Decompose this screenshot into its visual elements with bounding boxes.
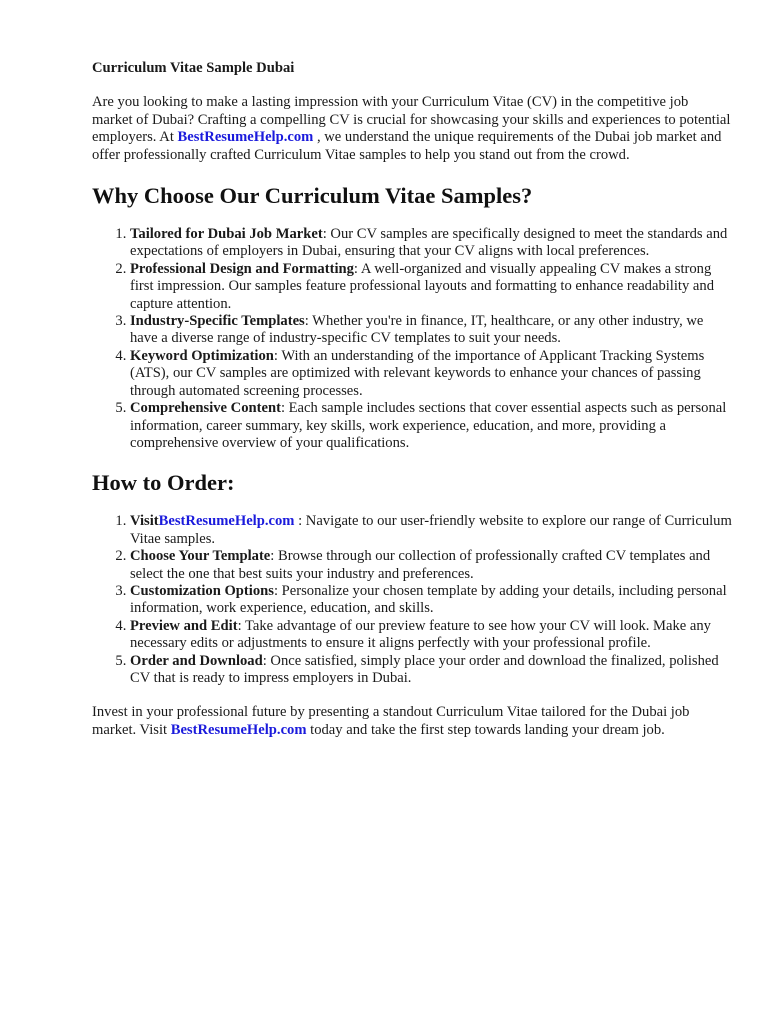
list-item (130, 653, 732, 688)
list-item-term: Choose Your Template (130, 548, 271, 565)
list-item-text: : Our CV samples are specifically designed to meet the standards and expectations of employers in Dubai, ensuring that your CV aligns with local preferences. (130, 226, 728, 260)
intro-text-start: Are you looking to make a lasting impression with your Curriculum Vitae (CV) in the competitive job market of Dubai? Crafting a compelling CV is crucial for showcasing your skills and experiences to potential employers. At (92, 94, 731, 146)
list-item (130, 548, 732, 583)
how-to-order-heading: How to Order: (92, 470, 235, 496)
intro-paragraph (92, 94, 732, 164)
list-item (130, 226, 732, 261)
list-item-text: : Browse through our collection of professionally crafted CV templates and select the one that best suits your industry and preferences. (130, 548, 711, 582)
list-item-term: Visit (130, 513, 159, 530)
list-item-text: : Navigate to our user-friendly website to explore our range of Curriculum Vitae samples. (130, 513, 732, 547)
list-item-term: Professional Design and Formatting (130, 260, 354, 277)
list-item-text: : Whether you're in finance, IT, healthcare, or any other industry, we have a diverse range of industry-specific CV templates to suit your needs. (130, 313, 704, 347)
list-item-text: : Each sample includes sections that cover essential aspects such as personal information, career summary, key skills, work experience, education, and more, providing a comprehensive overview of your qualifications. (130, 400, 727, 451)
document-title: Curriculum Vitae Sample Dubai (92, 60, 295, 76)
closing-text-start: Invest in your professional future by presenting a standout Curriculum Vitae tailored for the Dubai job market. Visit (92, 704, 690, 738)
list-item (130, 618, 732, 653)
order-site-link[interactable]: BestResumeHelp.com (158, 513, 295, 530)
list-item-term: Industry-Specific Templates (130, 313, 305, 330)
closing-paragraph (92, 704, 732, 739)
list-item-term: Preview and Edit (130, 617, 238, 634)
list-item-text: : With an understanding of the importance of Applicant Tracking Systems (ATS), our CV samples are optimized with relevant keywords to enhance your chances of passing through automated screening processes. (130, 347, 705, 399)
document-page (92, 60, 732, 739)
intro-site-link[interactable]: BestResumeHelp.com (177, 129, 314, 146)
list-item (130, 261, 732, 313)
list-item-text: : Take advantage of our preview feature to see how your CV will look. Make any necessary edits or adjustments to ensure it aligns perfectly with your professional profile. (130, 617, 711, 652)
how-to-order-list (92, 513, 732, 687)
why-choose-heading: Why Choose Our Curriculum Vitae Samples? (92, 183, 533, 209)
list-item-term: Tailored for Dubai Job Market (130, 226, 323, 243)
list-item (130, 400, 732, 452)
closing-site-link[interactable]: BestResumeHelp.com (170, 721, 307, 738)
list-item-text: : Once satisfied, simply place your order and download the finalized, polished CV that is ready to impress employers in Dubai. (130, 652, 719, 686)
list-item-text: : A well-organized and visually appealing CV makes a strong first impression. Our samples feature professional layouts and formatting to enhance readability and capture attention. (130, 260, 714, 312)
list-item (130, 513, 732, 548)
list-item-term: Order and Download (130, 652, 263, 669)
why-choose-list (92, 226, 732, 452)
list-item-term: Keyword Optimization (130, 347, 274, 364)
list-item (130, 583, 732, 618)
list-item-text: : Personalize your chosen template by adding your details, including personal information, work experience, education, and skills. (130, 582, 727, 617)
list-item (130, 348, 732, 400)
list-item-term: Comprehensive Content (130, 400, 281, 417)
list-item (130, 313, 732, 348)
list-item-term: Customization Options (130, 582, 274, 599)
intro-text-end: , we understand the unique requirements of the Dubai job market and offer professionally crafted Curriculum Vitae samples to help you stand out from the crowd. (92, 129, 722, 163)
closing-text-end: today and take the first step towards landing your dream job. (306, 721, 665, 738)
